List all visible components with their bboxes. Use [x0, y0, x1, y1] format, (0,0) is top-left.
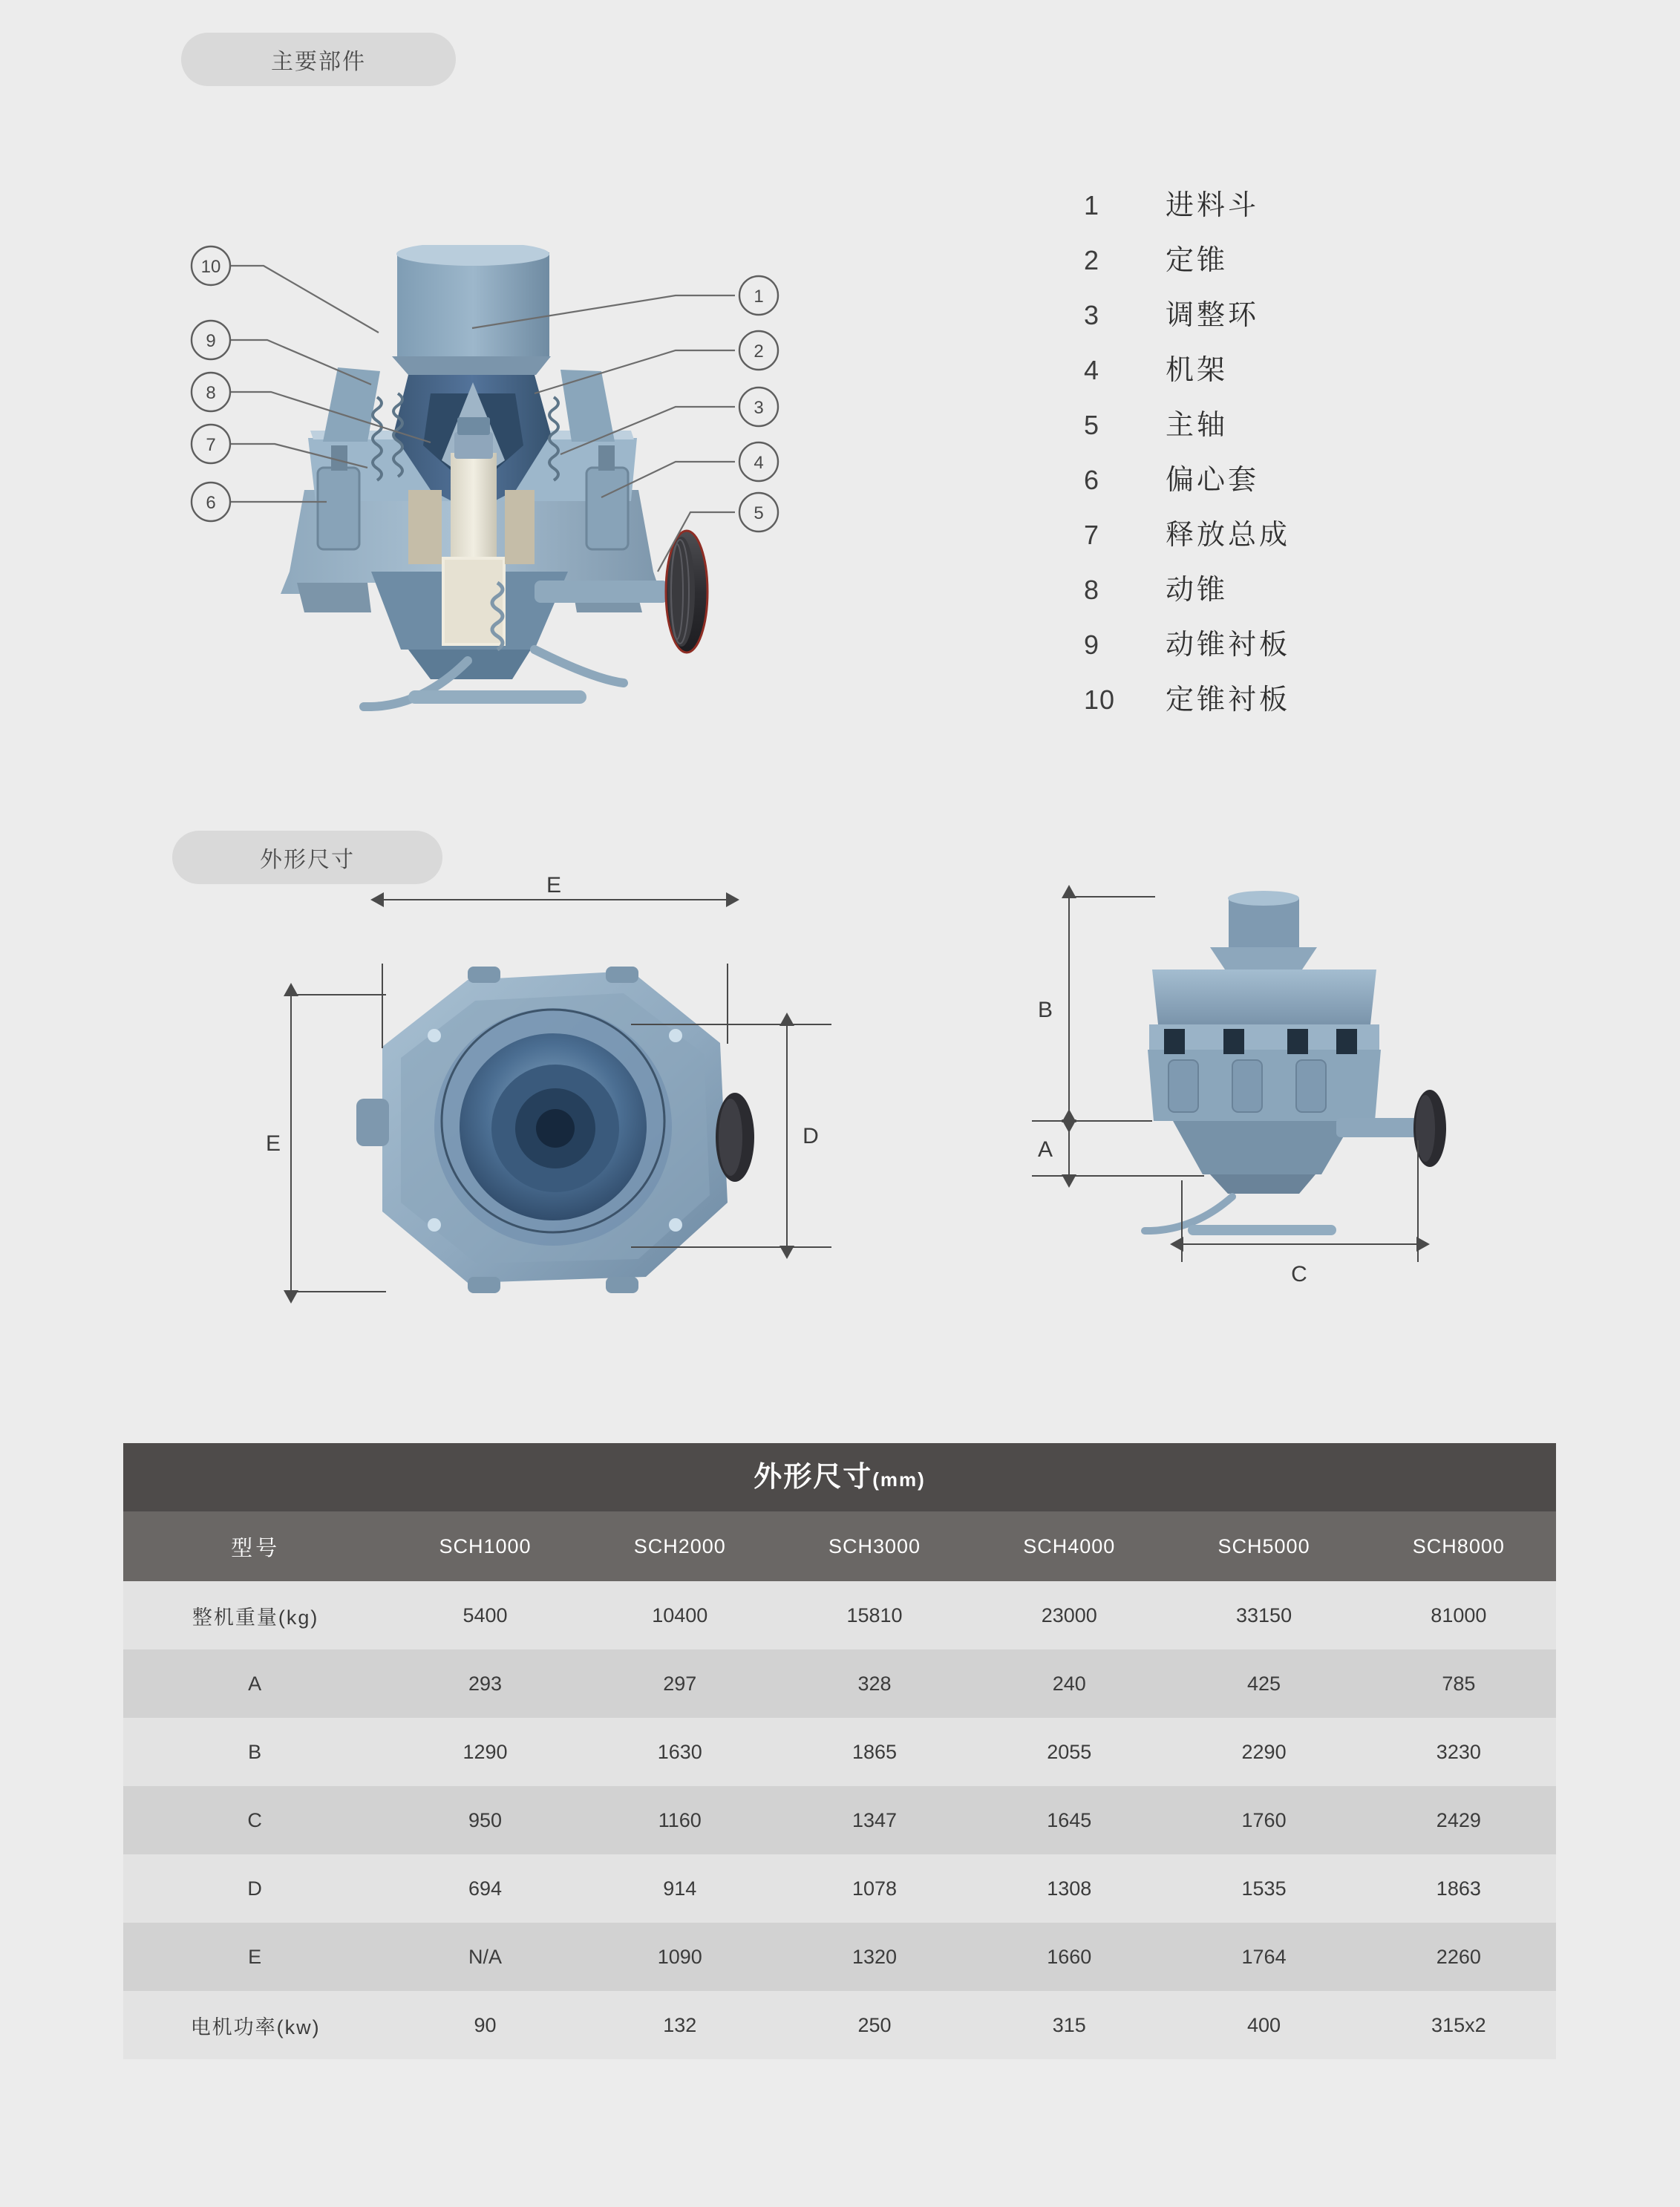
list-item — [1084, 237, 1559, 292]
list-item — [1084, 511, 1559, 566]
table-cell: 1865 — [777, 1718, 972, 1786]
section-pill-main-parts-label: 主要部件 — [271, 50, 366, 74]
table-cell: 2429 — [1362, 1786, 1556, 1854]
dim-label-e-horizontal: E — [546, 876, 562, 897]
legend-number: 3 — [1084, 300, 1100, 330]
column-header-model: 型号 — [123, 1511, 388, 1581]
list-item — [1084, 347, 1559, 402]
table-row — [123, 1786, 1556, 1854]
table-row — [123, 1991, 1556, 2059]
table-cell: 293 — [388, 1649, 582, 1718]
row-label: D — [123, 1854, 388, 1923]
cutaway-illustration — [186, 245, 973, 735]
dim-label-a: A — [1037, 1137, 1053, 1162]
table-cell: N/A — [388, 1923, 582, 1991]
legend-label: 调整环 — [1166, 300, 1260, 331]
list-item — [1084, 182, 1559, 237]
legend-label: 偏心套 — [1166, 465, 1260, 496]
list-item — [1084, 457, 1559, 511]
legend-number: 6 — [1084, 465, 1100, 495]
table-cell: 328 — [777, 1649, 972, 1718]
table-cell: 914 — [583, 1854, 777, 1923]
column-header-sch8000: SCH8000 — [1362, 1511, 1556, 1581]
table-cell: 1290 — [388, 1718, 582, 1786]
table-cell: 297 — [583, 1649, 777, 1718]
parts-legend-list — [1084, 182, 1559, 731]
legend-label: 定锥衬板 — [1166, 684, 1291, 716]
table-cell: 400 — [1166, 1991, 1361, 2059]
table-cell: 1160 — [583, 1786, 777, 1854]
table-cell: 240 — [972, 1649, 1166, 1718]
column-header-sch3000: SCH3000 — [777, 1511, 972, 1581]
list-item — [1084, 621, 1559, 676]
column-header-sch4000: SCH4000 — [972, 1511, 1166, 1581]
dim-label-e-vertical: E — [265, 1131, 281, 1156]
svg-text:3: 3 — [754, 398, 764, 418]
list-item — [1084, 676, 1559, 731]
table-row — [123, 1854, 1556, 1923]
section-pill-main-parts — [181, 33, 456, 86]
list-item — [1084, 292, 1559, 347]
legend-number: 1 — [1084, 190, 1100, 220]
row-label: E — [123, 1923, 388, 1991]
legend-number: 10 — [1084, 684, 1116, 715]
dim-label-d: D — [803, 1124, 819, 1148]
table-row — [123, 1923, 1556, 1991]
table-cell: 33150 — [1166, 1581, 1361, 1649]
table-row — [123, 1649, 1556, 1718]
list-item — [1084, 566, 1559, 621]
top-view-drawing — [356, 967, 754, 1293]
table-cell: 15810 — [777, 1581, 972, 1649]
svg-text:9: 9 — [206, 331, 216, 351]
row-label: A — [123, 1649, 388, 1718]
table-title — [123, 1443, 1556, 1511]
table-title-text: 外形尺寸 — [754, 1462, 873, 1493]
table-cell: 3230 — [1362, 1718, 1556, 1786]
table-cell: 1764 — [1166, 1923, 1361, 1991]
legend-label: 释放总成 — [1166, 520, 1291, 551]
table-cell: 1347 — [777, 1786, 972, 1854]
table-cell: 315x2 — [1362, 1991, 1556, 2059]
table-cell: 2055 — [972, 1718, 1166, 1786]
legend-label: 动锥衬板 — [1166, 630, 1291, 661]
side-view-drawing — [1145, 891, 1446, 1235]
table-cell: 250 — [777, 1991, 972, 2059]
dimension-drawings — [245, 876, 1537, 1440]
list-item — [1084, 402, 1559, 457]
table-cell: 90 — [388, 1991, 582, 2059]
column-header-sch2000: SCH2000 — [583, 1511, 777, 1581]
table-cell: 1660 — [972, 1923, 1166, 1991]
legend-number: 9 — [1084, 630, 1100, 660]
table-cell: 2260 — [1362, 1923, 1556, 1991]
row-label: C — [123, 1786, 388, 1854]
table-cell: 950 — [388, 1786, 582, 1854]
table-cell: 1320 — [777, 1923, 972, 1991]
legend-label: 动锥 — [1166, 575, 1229, 606]
table-cell: 5400 — [388, 1581, 582, 1649]
dimensions-table — [123, 1443, 1556, 2059]
row-label: B — [123, 1718, 388, 1786]
dim-label-b: B — [1037, 998, 1053, 1022]
row-label: 电机功率(kw) — [123, 1991, 388, 2059]
table-cell: 1535 — [1166, 1854, 1361, 1923]
table-cell: 1078 — [777, 1854, 972, 1923]
svg-text:5: 5 — [754, 503, 764, 523]
legend-label: 定锥 — [1166, 245, 1229, 276]
legend-number: 5 — [1084, 410, 1100, 440]
svg-text:4: 4 — [754, 453, 764, 473]
legend-number: 7 — [1084, 520, 1100, 550]
column-header-sch5000: SCH5000 — [1166, 1511, 1361, 1581]
table-cell: 132 — [583, 1991, 777, 2059]
table-row — [123, 1581, 1556, 1649]
table-header-row — [123, 1511, 1556, 1581]
svg-text:2: 2 — [754, 341, 764, 362]
table-cell: 425 — [1166, 1649, 1361, 1718]
svg-text:1: 1 — [754, 287, 764, 307]
crusher-body — [281, 245, 707, 707]
legend-number: 4 — [1084, 355, 1100, 385]
row-label: 整机重量(kg) — [123, 1581, 388, 1649]
column-header-sch1000: SCH1000 — [388, 1511, 582, 1581]
legend-number: 8 — [1084, 575, 1100, 605]
table-cell: 1760 — [1166, 1786, 1361, 1854]
legend-label: 主轴 — [1166, 410, 1229, 441]
table-cell: 1630 — [583, 1718, 777, 1786]
svg-text:6: 6 — [206, 493, 216, 513]
table-cell: 1863 — [1362, 1854, 1556, 1923]
dim-label-c: C — [1291, 1262, 1307, 1286]
legend-label: 机架 — [1166, 355, 1229, 386]
table-cell: 1645 — [972, 1786, 1166, 1854]
section-pill-dimensions-label: 外形尺寸 — [260, 848, 355, 872]
legend-label: 进料斗 — [1166, 190, 1260, 221]
table-cell: 81000 — [1362, 1581, 1556, 1649]
svg-text:10: 10 — [200, 257, 221, 277]
table-title-unit: (mm) — [872, 1468, 926, 1491]
table-cell: 315 — [972, 1991, 1166, 2059]
table-cell: 2290 — [1166, 1718, 1361, 1786]
svg-text:7: 7 — [206, 435, 216, 455]
table-cell: 1090 — [583, 1923, 777, 1991]
legend-number: 2 — [1084, 245, 1100, 275]
table-cell: 785 — [1362, 1649, 1556, 1718]
table-cell: 23000 — [972, 1581, 1166, 1649]
table-cell: 1308 — [972, 1854, 1166, 1923]
svg-text:8: 8 — [206, 383, 216, 403]
table-row — [123, 1718, 1556, 1786]
table-cell: 10400 — [583, 1581, 777, 1649]
table-cell: 694 — [388, 1854, 582, 1923]
